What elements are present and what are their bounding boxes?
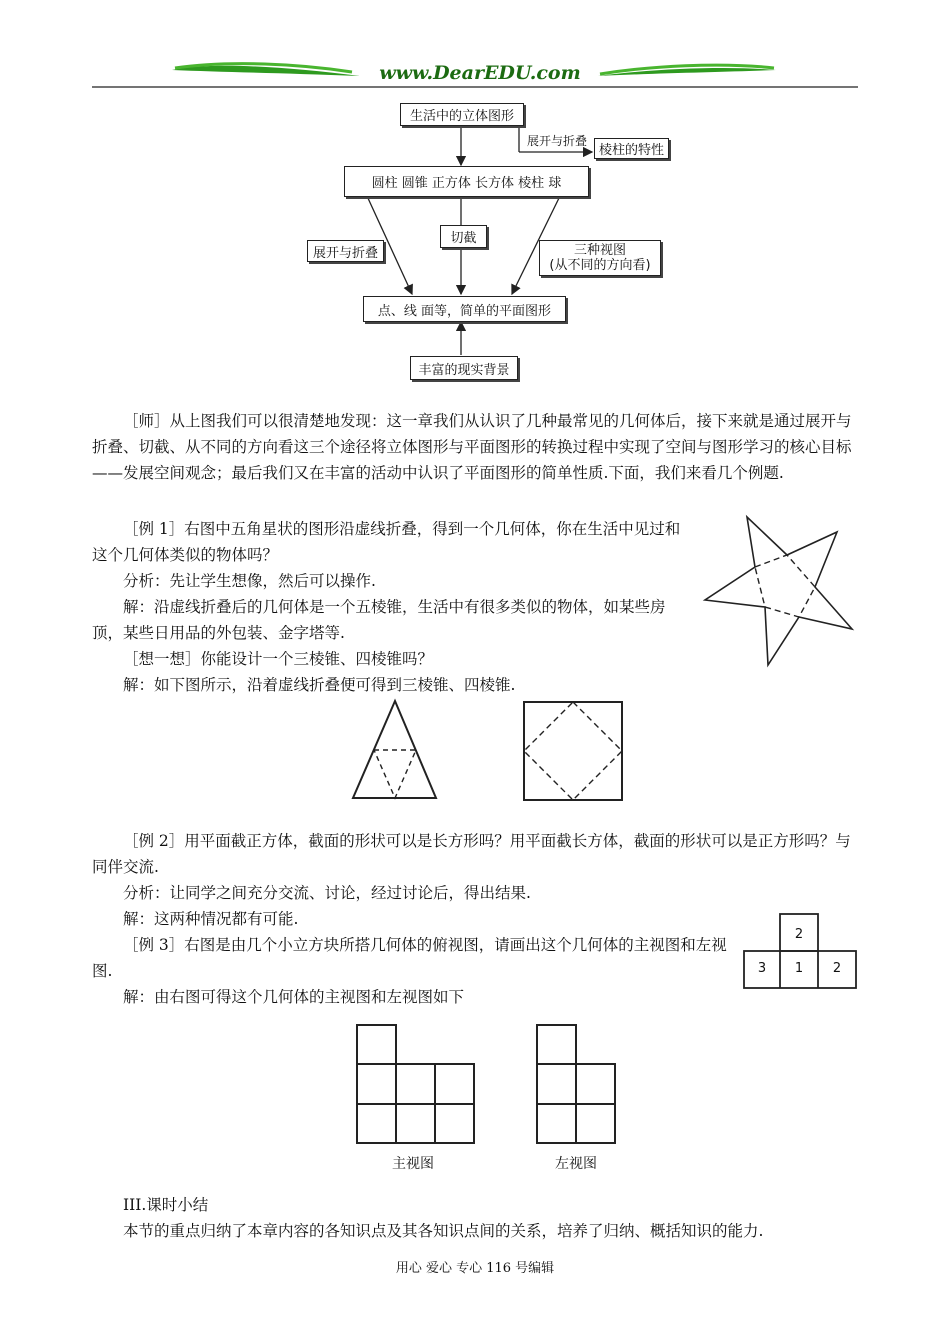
paragraph-think: ［想一想］你能设计一个三棱锥、四棱锥吗？ bbox=[123, 650, 434, 668]
front-view-caption: 主视图 bbox=[392, 1156, 434, 1172]
top-view-cell-left: 3 bbox=[757, 961, 767, 976]
paragraph-teacher: ［师］从上图我们可以很清楚地发现：这一章我们从认识了几种最常见的几何体后，接下来就是通过展开与折叠、切截、从不同的方向看这三个途径将立体图形与平面图形的转换过程中实现了空间与图形学习的核心目标——发展空间观念；最后我们又在丰富的活动中认识了平面图形的简单性质.下面，我们来看几个例题. bbox=[92, 412, 852, 482]
left-view-caption: 左视图 bbox=[555, 1156, 597, 1172]
label-three-views bbox=[539, 240, 661, 276]
paragraph-example-2: ［例 2］用平面截正方体，截面的形状可以是长方形吗？用平面截长方体，截面的形状可以是正方形吗？与同伴交流. bbox=[92, 832, 851, 876]
square-net-figure bbox=[522, 700, 627, 805]
flowchart-arrows bbox=[0, 0, 950, 400]
top-view-cell-top: 2 bbox=[794, 927, 804, 942]
paragraph-example-1: ［例 1］右图中五角星状的图形沿虚线折叠，得到一个几何体，你在生活中见过和这个几何体类似的物体吗？ bbox=[92, 520, 681, 564]
top-view-cell-right: 2 bbox=[832, 961, 842, 976]
paragraph-example-3: ［例 3］右图是由几个小立方块所搭几何体的俯视图，请画出这个几何体的主视图和左视图. bbox=[92, 936, 727, 980]
paragraph-example-2-solution: 解：这两种情况都有可能. bbox=[123, 910, 299, 928]
label-cut: 切截 bbox=[440, 225, 487, 248]
box-prism-properties: 棱柱的特性 bbox=[594, 138, 669, 159]
summary-title: III.课时小结 bbox=[123, 1196, 209, 1214]
site-logo: www.DearEDU.com bbox=[379, 62, 581, 84]
front-view-figure bbox=[355, 1023, 480, 1148]
box-solid-figures: 生活中的立体图形 bbox=[400, 103, 524, 126]
top-view-lines bbox=[742, 912, 862, 992]
top-view-cell-middle: 1 bbox=[794, 961, 804, 976]
label-three-views-line1: 三种视图 bbox=[573, 243, 626, 258]
label-unfold-fold-side: 展开与折叠 bbox=[527, 134, 588, 148]
box-real-background: 丰富的现实背景 bbox=[410, 356, 518, 380]
triangle-net-figure bbox=[350, 698, 440, 803]
label-three-views-line2: (从不同的方向看) bbox=[549, 258, 651, 273]
paragraph-example-1-solution: 解：沿虚线折叠后的几何体是一个五棱锥，生活中有很多类似的物体，如某些房顶，某些日用品的外包装、金字塔等. bbox=[92, 598, 666, 642]
star-net-figure bbox=[700, 512, 860, 672]
paragraph-example-2-analysis: 分析：让同学之间充分交流、讨论，经过讨论后，得出结果. bbox=[123, 884, 531, 902]
box-solid-types: 圆柱 圆锥 正方体 长方体 棱柱 球 bbox=[344, 166, 589, 197]
box-plane-figures: 点、线 面等，简单的平面图形 bbox=[363, 296, 566, 322]
paragraph-example-1-analysis: 分析：先让学生想像，然后可以操作. bbox=[123, 572, 376, 590]
left-view-figure bbox=[535, 1023, 625, 1148]
paragraph-think-solution: 解：如下图所示，沿着虚线折叠便可得到三棱锥、四棱锥. bbox=[123, 676, 516, 694]
label-unfold-fold: 展开与折叠 bbox=[307, 240, 384, 262]
paragraph-example-3-solution: 解：由右图可得这个几何体的主视图和左视图如下 bbox=[123, 988, 465, 1006]
summary-text: 本节的重点归纳了本章内容的各知识点及其各知识点间的关系，培养了归纳、概括知识的能力. bbox=[123, 1222, 764, 1240]
page-footer: 用心 爱心 专心 116 号编辑 bbox=[395, 1261, 555, 1276]
